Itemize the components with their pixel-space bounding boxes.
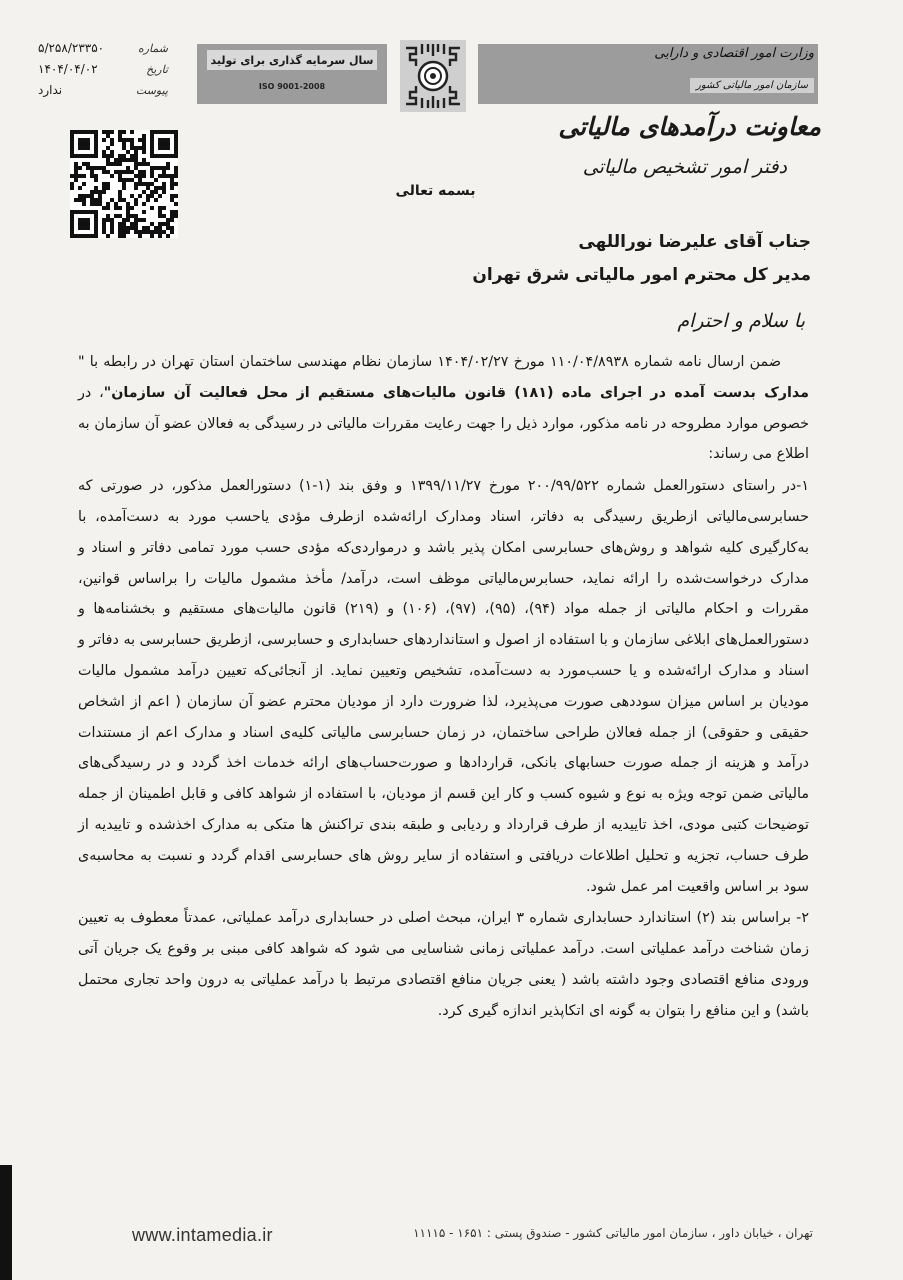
header-banner-left [197,44,387,104]
intro-part-1: ضمن ارسال نامه شماره ۱۱۰/۰۴/۸۹۳۸ مورخ ۱۴۰۴/۰۲/۲۷ سازمان نظام مهندسی ساختمان استان تهران در رابطه با " [78,354,781,370]
letter-body [78,347,809,1028]
iso-label: ISO 9001-2008 [258,81,326,91]
letter-date: ۱۴۰۴/۰۴/۰۲ [38,62,98,76]
bismillah-text: بسمه تعالی [395,183,476,199]
office-title: دفتر امور تشخیص مالیاتی [582,156,787,178]
ministry-name: وزارت امور اقتصادی و دارایی [654,46,814,61]
organization-name: سازمان امور مالیاتی کشور [690,78,814,93]
date-label: تاریخ [146,63,168,76]
letter-meta [38,38,168,101]
paragraph-item-1: ۱-در راستای دستورالعمل شماره ۲۰۰/۹۹/۵۲۲ مورخ ۱۳۹۹/۱۱/۲۷ و وفق بند (۱-۱) دستورالعمل مذکور، در صورتی که حسابرسی‌مالیاتی ازطریق رسیدگی به دفاتر، اسناد ومدارک ارائه‌شده ازطرف مؤدی یاحسب مورد به دست‌آمده، با به‌کارگیری کلیه شواهد و روش‌های حسابرسی امکان پذیر باشد و درمواردی‌که مؤدی حسب مورد تمامی دفاتر و اسناد و مدارک درخواست‌شده را ارائه نماید، حسابرس‌مالیاتی موظف است، درآمد/ مأخذ مشمول مالیات را براساس قوانین، مقررات و احکام مالیاتی از جمله مواد (۹۴)، (۹۵)، (۹۷)، (۱۰۶) و (۲۱۹) قانون مالیات‌های مستقیم و بخشنامه‌ها و دستورالعمل‌های ابلاغی سازمان و با استفاده از اصول و استانداردهای حسابداری و حسابرسی، ازطریق حسابرسی به دفاتر و اسناد و مدارک ارائه‌شده و یا حسب‌مورد به دست‌آمده، تشخیص وتعیین نماید. از آنجائی‌که تعیین درآمد مشمول مالیات مودیان بر اساس میزان سوددهی صورت می‌پذیرد، لذا ضرورت دارد از مودیان محترم عضو آن سازمان ( اعم از اشخاص حقیقی و حقوقی) از جمله فعالان طراحی ساختمان، در زمان حسابرسی مالیاتی کلیه‌ی اسناد و مدارک اعم از مستندات درآمد و هزینه از جمله صورت حسابهای بانکی، قراردادها و صورت‌حساب‌های ارائه خدمات اخذ گردد و در رسیدگی‌های مالیاتی ضمن توجه ویژه به نوع و شیوه کسب و کار این قسم از مودیان، با استفاده از شواهد کافی و قابل اطمینان از جمله توضیحات کتبی مودی، اخذ تاییدیه از طرف قرارداد و ردیابی و طبقه بندی تراکنش ها متکی به مدارک اخذشده و تاییدیه از طرف حساب، تجزیه و تحلیل اطلاعات دریافتی و استفاده از سایر روش های حسابرسی اقدام گردد و نسبت به محاسبه‌ی سود بر اساس واقعیت امر عمل شود. [78,478,809,895]
deputy-title: معاونت درآمدهای مالیاتی [558,112,821,141]
tax-organization-emblem-icon [400,40,466,112]
paragraph-item-2: ۲- براساس بند (۲) استاندارد حسابداری شماره ۳ ایران، مبحث اصلی در حسابداری درآمد عملیاتی، عمدتاً معطوف به تعیین زمان شناخت درآمد عملیاتی است. درآمد عملیاتی زمانی شناسایی می شود که شواهد کافی مبنی بر وقوع یک جریان آتی ورودی منافع اقتصادی وجود داشته باشد ( یعنی جریان منافع اقتصادی مرتبط با درآمد عملیاتی به درون واحد تجاری محتمل باشد) و این منافع را بتوان به گونه ای اتکاپذیر اندازه گیری کرد. [78,910,809,1019]
number-row [38,38,168,59]
footer-website: www.intamedia.ir [132,1225,273,1245]
scan-edge [0,1165,12,1280]
bismillah [0,183,903,199]
header-banner-right [478,44,818,104]
footer-address: تهران ، خیابان داور ، سازمان امور مالیاتی کشور - صندوق پستی : ۱۶۵۱ - ۱۱۱۱۵ [413,1226,813,1240]
recipient-title: مدیر کل محترم امور مالیاتی شرق تهران [472,265,811,285]
paragraph-intro [78,347,809,470]
intro-part-2: ، در خصوص موارد مطروحه در نامه مذکور، موارد ذیل را جهت رعایت مقررات مالیاتی در رسیدگی به فعالان عضو آن سازمان به اطلاع می رساند: [78,384,809,463]
letter-number: ۵/۲۵۸/۲۳۳۵۰ [38,41,105,55]
date-row [38,59,168,80]
attachment-row [38,80,168,101]
intro-subject: مدارک بدست آمده در اجرای ماده (۱۸۱) قانون مالیات‌های مستقیم از محل فعالیت آن سازمان" [103,384,810,401]
attachment-label: پیوست [135,84,168,97]
year-slogan: سال سرمایه گذاری برای تولید [207,50,377,70]
recipient-name: جناب آقای علیرضا نوراللهی [578,232,811,252]
attachment-value: ندارد [38,83,63,97]
salutation: با سلام و احترام [677,310,805,332]
number-label: شماره [137,42,168,55]
